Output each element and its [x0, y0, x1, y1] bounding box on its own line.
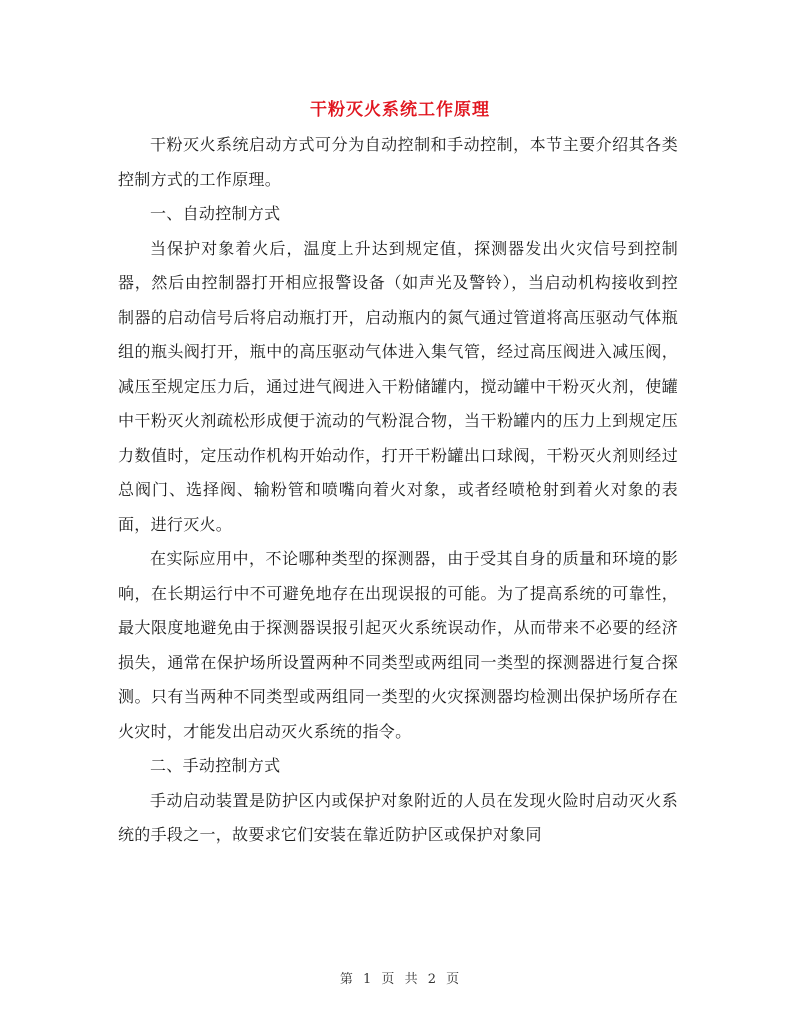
- document-body: [118, 128, 678, 853]
- paragraph-manual-start: 手动启动装置是防护区内或保护对象附近的人员在发现火险时启动灭火系统的手段之一，故要求它们安装在靠近防护区或保护对象同: [118, 790, 678, 844]
- page-label-prefix: 第: [339, 972, 354, 987]
- paragraph-auto-process: 当保护对象着火后，温度上升达到规定值，探测器发出火灾信号到控制器，然后由控制器打开相应报警设备（如声光及警铃），当启动机构接收到控制器的启动信号后将启动瓶打开，启动瓶内的氮气通过管道将高压驱动气体瓶组的瓶头阀打开，瓶中的高压驱动气体进入集气管，经过高压阀进入减压阀，减压至规定压力后，通过进气阀进入干粉储罐内，搅动罐中干粉灭火剂，使罐中干粉灭火剂疏松形成便于流动的气粉混合物，当干粉罐内的压力上到规定压力数值时，定压动作机构开始动作，打开干粉罐出口球阀，干粉灭火剂则经过总阀门、选择阀、输粉管和喷嘴向着火对象，或者经喷枪射到着火对象的表面，进行灭火。: [118, 238, 678, 534]
- paragraph-intro: 干粉灭火系统启动方式可分为自动控制和手动控制，本节主要介绍其各类控制方式的工作原理。: [118, 135, 678, 189]
- page-current-number: 1: [362, 972, 373, 987]
- page-footer: [0, 968, 800, 987]
- section-heading-manual: 二、手动控制方式: [150, 756, 281, 775]
- page-label-suffix: 页: [446, 972, 461, 987]
- document-title: 干粉灭火系统工作原理: [310, 100, 490, 120]
- page-label-mid2: 共: [404, 972, 419, 987]
- page-total-number: 2: [427, 972, 437, 987]
- section-heading-auto: 一、自动控制方式: [150, 204, 281, 223]
- paragraph-detector-reliability: 在实际应用中，不论哪种类型的探测器，由于受其自身的质量和环境的影响，在长期运行中不可避免地存在出现误报的可能。为了提高系统的可靠性，最大限度地避免由于探测器误报引起灭火系统误动作，从而带来不必要的经济损失，通常在保护场所设置两种不同类型或两组同一类型的探测器进行复合探测。只有当两种不同类型或两组同一类型的火灾探测器均检测出保护场所存在火灾时，才能发出启动灭火系统的指令。: [118, 549, 678, 741]
- page-label-mid1: 页: [381, 972, 396, 987]
